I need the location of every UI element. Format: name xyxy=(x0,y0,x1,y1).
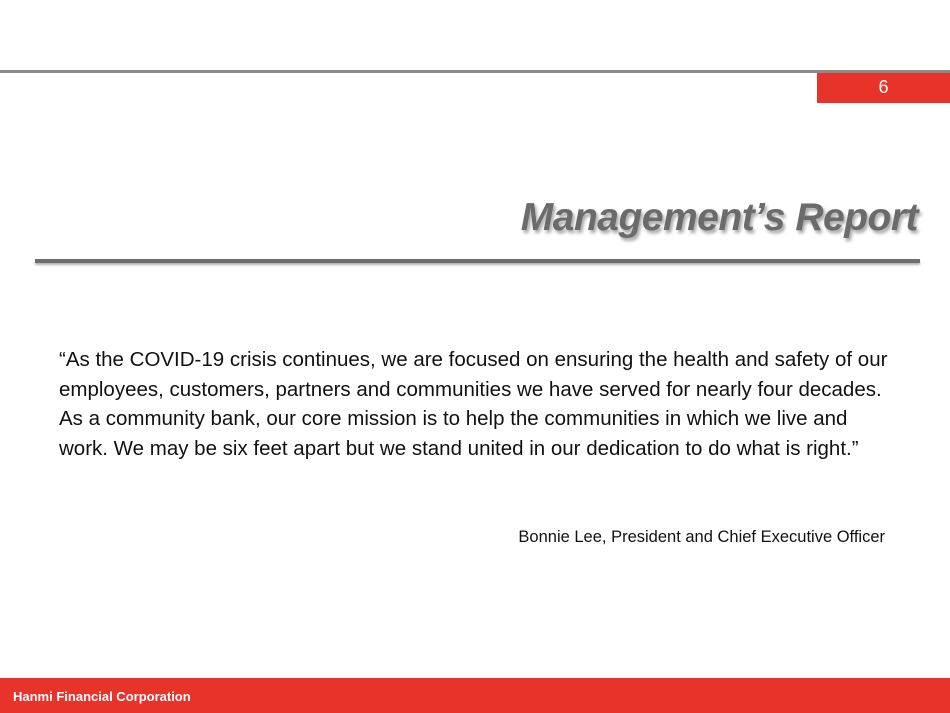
quote-text: “As the COVID-19 crisis continues, we are focused on ensuring the health and safety of our employees, customers, partners and communities we have served for nearly four decades. As a community bank, our core mission is to help the communities in which we live and work. We may be six feet apart but we stand united in our dedication to do what is right.” xyxy=(59,348,888,460)
header-divider xyxy=(0,70,950,73)
page-number: 6 xyxy=(817,73,950,103)
title-divider xyxy=(35,259,920,263)
footer-bar xyxy=(0,678,950,713)
page-title: Management’s Report xyxy=(520,196,918,239)
quote-attribution: Bonnie Lee, President and Chief Executive Officer xyxy=(518,528,885,546)
company-name: Hanmi Financial Corporation xyxy=(13,689,191,704)
